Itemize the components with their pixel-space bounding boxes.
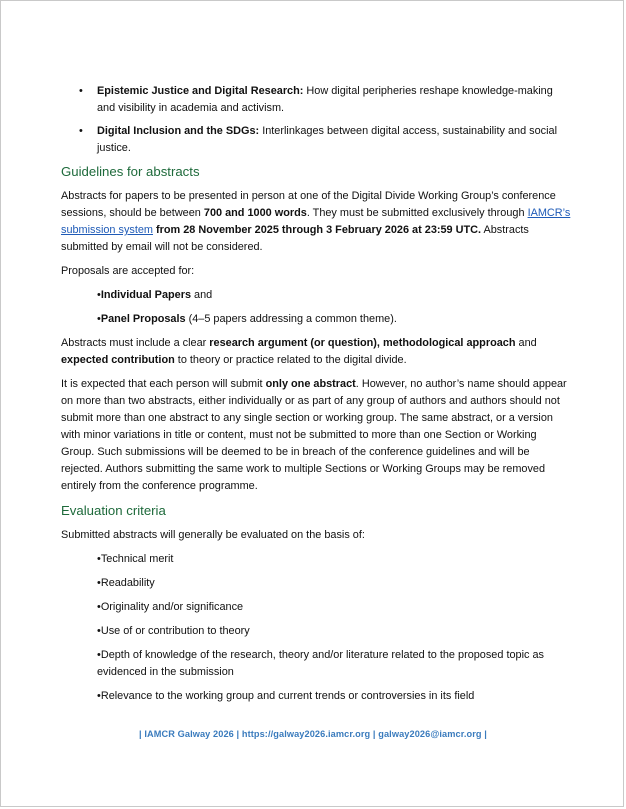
proposal-type-label: Panel Proposals — [100, 313, 186, 325]
page-content — [61, 83, 571, 712]
text-run: (4–5 papers addressing a common theme). — [185, 313, 397, 325]
criteria-item — [61, 688, 571, 705]
criteria-item — [61, 599, 571, 616]
text-run: and — [515, 337, 537, 349]
list-item — [79, 123, 571, 157]
bullet-icon: • — [97, 553, 101, 565]
proposals-intro: Proposals are accepted for: — [61, 265, 195, 277]
guidelines-paragraph — [61, 188, 571, 256]
bullet-icon: • — [79, 85, 83, 97]
topic-description: How digital peripheries reshape knowledge-making and visibility in academia and activism. — [97, 85, 553, 114]
text-run: . They must be submitted exclusively through — [306, 207, 528, 219]
text-run: to theory or practice related to the digital divide. — [174, 354, 407, 366]
criteria-item — [61, 551, 571, 568]
list-item — [79, 83, 571, 117]
criteria-text: Depth of knowledge of the research, theory and/or literature related to the proposed topic as evidenced in the submission — [97, 649, 544, 678]
criteria-text: Readability — [100, 577, 155, 589]
bold-text: research argument (or question), methodological approach — [209, 337, 516, 349]
criteria-item — [61, 647, 571, 681]
topic-title: Digital Inclusion and the SDGs: — [97, 125, 260, 137]
bullet-icon: • — [97, 601, 101, 613]
text-run: Abstracts submitted by email will not be considered. — [61, 224, 529, 253]
criteria-text: Originality and/or significance — [100, 601, 244, 613]
bullet-icon: • — [97, 313, 101, 325]
word-count-text: 700 and 1000 words — [203, 207, 307, 219]
bold-text: expected contribution — [61, 354, 175, 366]
page-footer: | IAMCR Galway 2026 | https://galway2026.iamcr.org | galway2026@iamcr.org | — [139, 729, 487, 739]
text-run: Abstracts must include a clear — [61, 337, 210, 349]
text-run: It is expected that each person will submit — [61, 378, 266, 390]
proposal-type-label: Individual Papers — [100, 289, 192, 301]
topic-bullet-list — [61, 83, 571, 157]
requirements-paragraph — [61, 335, 571, 369]
bullet-icon: • — [79, 125, 83, 137]
deadline-text: from 28 November 2025 through 3 February 2026 at 23:59 UTC. — [153, 224, 482, 236]
text-run: Abstracts for papers to be presented in person at one of the Digital Divide Working Group’s conference sessions, should be between — [61, 190, 556, 219]
criteria-item — [61, 623, 571, 640]
criteria-text: Use of or contribution to theory — [100, 625, 250, 637]
guidelines-heading: Guidelines for abstracts — [61, 164, 200, 179]
criteria-item — [61, 575, 571, 592]
bullet-icon: • — [97, 577, 101, 589]
evaluation-intro: Submitted abstracts will generally be evaluated on the basis of: — [61, 529, 365, 541]
evaluation-heading: Evaluation criteria — [61, 503, 166, 518]
bullet-icon: • — [97, 690, 101, 702]
bullet-icon: • — [97, 649, 101, 661]
topic-title: Epistemic Justice and Digital Research: — [97, 85, 304, 97]
bullet-icon: • — [97, 289, 101, 301]
text-run: and — [191, 289, 213, 301]
criteria-text: Relevance to the working group and current trends or controversies in its field — [100, 690, 475, 702]
bold-text: only one abstract — [265, 378, 356, 390]
topic-description: Interlinkages between digital access, sustainability and social justice. — [97, 125, 558, 154]
proposal-type-item — [61, 311, 571, 328]
submission-system-link[interactable]: IAMCR’s submission system — [61, 207, 571, 236]
proposal-type-item — [61, 287, 571, 304]
criteria-text: Technical merit — [100, 553, 174, 565]
text-run: . However, no author’s name should appear on more than two abstracts, either individually or as part of any group of authors and authors should not submit more than one abstract to any single section or working group. The same abstract, or a version with minor variations in title or content, must not be submitted to more than one Section or Working Group. Such submissions will be deemed to be in breach of the conference guidelines and will be rejected. Authors submitting the same work to multiple Sections or Working Groups may be removed entirely from the conference programme. — [61, 378, 567, 492]
bullet-icon: • — [97, 625, 101, 637]
submission-policy-paragraph — [61, 376, 571, 495]
